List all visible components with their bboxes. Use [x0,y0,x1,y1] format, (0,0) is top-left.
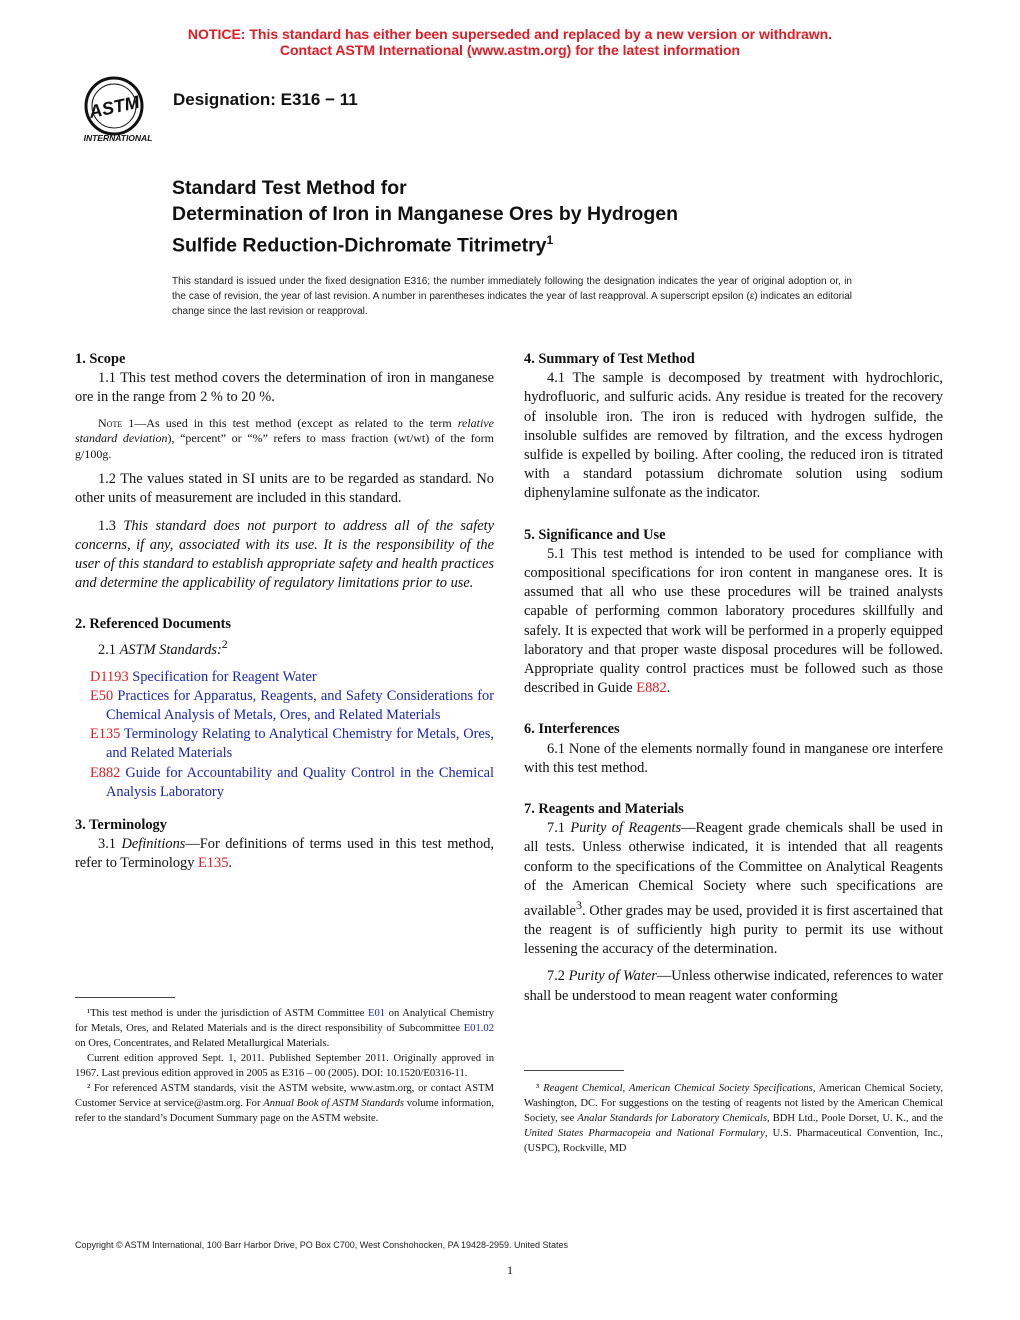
ref-e882[interactable]: E882 Guide for Accountability and Quality Control in the Chemical Analysis Laboratory [90,764,494,800]
para-3-1: 3.1 Definitions—For definitions of terms used in this test method, refer to Terminology E135. [75,836,494,872]
designation: Designation: E316 − 11 [173,90,358,109]
section-heading-interferences: 6. Interferences [524,721,620,738]
title-line-3: Sulfide Reduction-Dichromate Titrimetry$^1$ [172,233,554,257]
footnote-divider-right [524,1070,624,1071]
notice-line-2: Contact ASTM International (www.astm.org) for the latest information [279,42,741,58]
supersede-notice [0,26,1020,58]
section-heading-reagents: 7. Reagents and Materials [524,801,684,818]
footnote-1: ¹This test method is under the jurisdiction of ASTM Committee E01 on Analytical Chemistry for Metals, Ores, and Related Materials and is the direct responsibility of Subcommittee E01.02 on Ores, Concentrates, and Related Metallurgical Materials. [75,1008,494,1049]
ref-d1193[interactable]: D1193 Specification for Reagent Water [90,668,317,685]
footnotes-left [75,1006,494,1126]
link-e135[interactable]: E135 [198,855,229,872]
para-7-1: 7.1 Purity of Reagents—Reagent grade chemicals shall be used in all tests. Unless otherwise indicated, it is intended that all reagents conform to the specifications of the Committee on Analytical Reagents of the American Chemical Society where such specifications are available$^3$. Other grades may be used, provided it is first ascertained that the reagent is of sufficiently high purity to permit its use without lessening the accuracy of the determination. [524,820,944,958]
left-column [75,350,494,882]
right-column [524,350,943,1014]
para-7-2: 7.2 Purity of Water—Unless otherwise indicated, references to water shall be understood to mean reagent water conforming [524,968,943,1004]
section-heading-significance: 5. Significance and Use [524,526,666,543]
astm-logo-subtext: INTERNATIONAL [83,133,153,143]
note-1: Note 1—As used in this test method (except as related to the term relative standard deviation), “percent” or “%” refers to mass fraction (wt/wt) of the form g/100g. [75,415,495,461]
footnote-2: ² For referenced ASTM standards, visit the ASTM website, www.astm.org, or contact ASTM Customer Service at service@astm.org. For Annual Book of ASTM Standards volume information, refer to the standard’s Document Summary page on the ASTM website. [75,1083,494,1124]
para-5-1: 5.1 This test method is intended to be used for compliance with compositional specifications for iron content in manganese ores. It is assumed that all who use these procedures will be trained analysts capable of performing common laboratory procedures skillfully and safely. It is expected that work will be performed in a properly equipped laboratory and that proper waste disposal procedures will be followed. Appropriate quality control practices must be followed such as those described in Guide E882. [524,545,943,697]
astm-logo-text: ASTM [87,91,142,123]
issuance-statement: This standard is issued under the fixed designation E316; the number immediately following the designation indicates the year of original adoption or, in the case of revision, the year of last revision. A number in parentheses indicates the year of last reapproval. A superscript epsilon (ε) indicates an editorial change since the last revision or reapproval. [172,276,852,317]
para-1-1: 1.1 This test method covers the determination of iron in manganese ore in the range from 2 % to 20 %. [75,370,494,406]
ref-e135[interactable]: E135 Terminology Relating to Analytical Chemistry for Metals, Ores, and Related Materials [90,726,494,762]
astm-logo [72,74,164,144]
footnote-divider-left [75,997,175,998]
title-line-2: Determination of Iron in Manganese Ores by Hydrogen [172,203,679,225]
footnote-1-edition: Current edition approved Sept. 1, 2011. Published September 2011. Originally approved in 1967. Last previous edition approved in 2005 as E316 – 00 (2005). DOI: 10.1520/E0316-11. [75,1053,494,1079]
footnotes-right [524,1081,943,1156]
para-4-1: 4.1 The sample is decomposed by treatment with hydrochloric, hydrofluoric, and sulfuric acids. Any residue is treated for the recovery of insoluble iron. The iron is reduced with hydrogen sulfide, the insoluble sulfides are removed by filtration, and the excess hydrogen sulfide is expelled by boiling. After cooling, the reduced iron is titrated with a standard potassium dichromate solution using sodium diphenylamine sulfonate as the indicator. [524,370,943,502]
copyright-line: Copyright © ASTM International, 100 Barr Harbor Drive, PO Box C700, West Conshohocken, PA 19428-2959. United States [75,1240,569,1250]
section-heading-terminology: 3. Terminology [75,816,167,833]
para-2-1: 2.1 ASTM Standards:$^2$ [98,636,228,658]
document-title [172,175,892,259]
title-line-1: Standard Test Method for [172,177,407,199]
para-6-1: 6.1 None of the elements normally found in manganese ore interfere with this test method. [524,740,943,776]
title-footnote-mark[interactable]: 1 [546,233,554,247]
link-e01-02[interactable]: E01.02 [463,1023,494,1034]
para-1-2: 1.2 The values stated in SI units are to be regarded as standard. No other units of measurement are included in this standard. [75,471,494,507]
page-number: 1 [507,1263,513,1277]
section-heading-referenced: 2. Referenced Documents [75,616,231,633]
section-heading-summary: 4. Summary of Test Method [524,351,695,367]
para-1-3: 1.3 This standard does not purport to address all of the safety concerns, if any, associated with its use. It is the responsibility of the user of this standard to establish appropriate safety and health practices and determine the applicability of regulatory limitations prior to use. [75,517,494,592]
ref-e50[interactable]: E50 Practices for Apparatus, Reagents, and Safety Considerations for Chemical Analysis of Metals, Ores, and Related Materials [90,687,494,723]
link-e882[interactable]: E882 [636,680,667,697]
link-e01[interactable]: E01 [368,1008,386,1019]
section-heading-scope: 1. Scope [75,351,126,367]
footnote-3: ³ Reagent Chemical, American Chemical Society Specifications, American Chemical Society, Washington, DC. For suggestions on the testing of reagents not listed by the American Chemical Society, see Analar Standards for Laboratory Chemicals, BDH Ltd., Poole Dorset, U. K., and the United States Pharmacopeia and National Formulary, U.S. Pharmaceutical Convention, Inc., (USPC), Rockville, MD [524,1083,944,1154]
notice-line-1: NOTICE: This standard has either been superseded and replaced by a new version or withdrawn. [187,26,833,42]
